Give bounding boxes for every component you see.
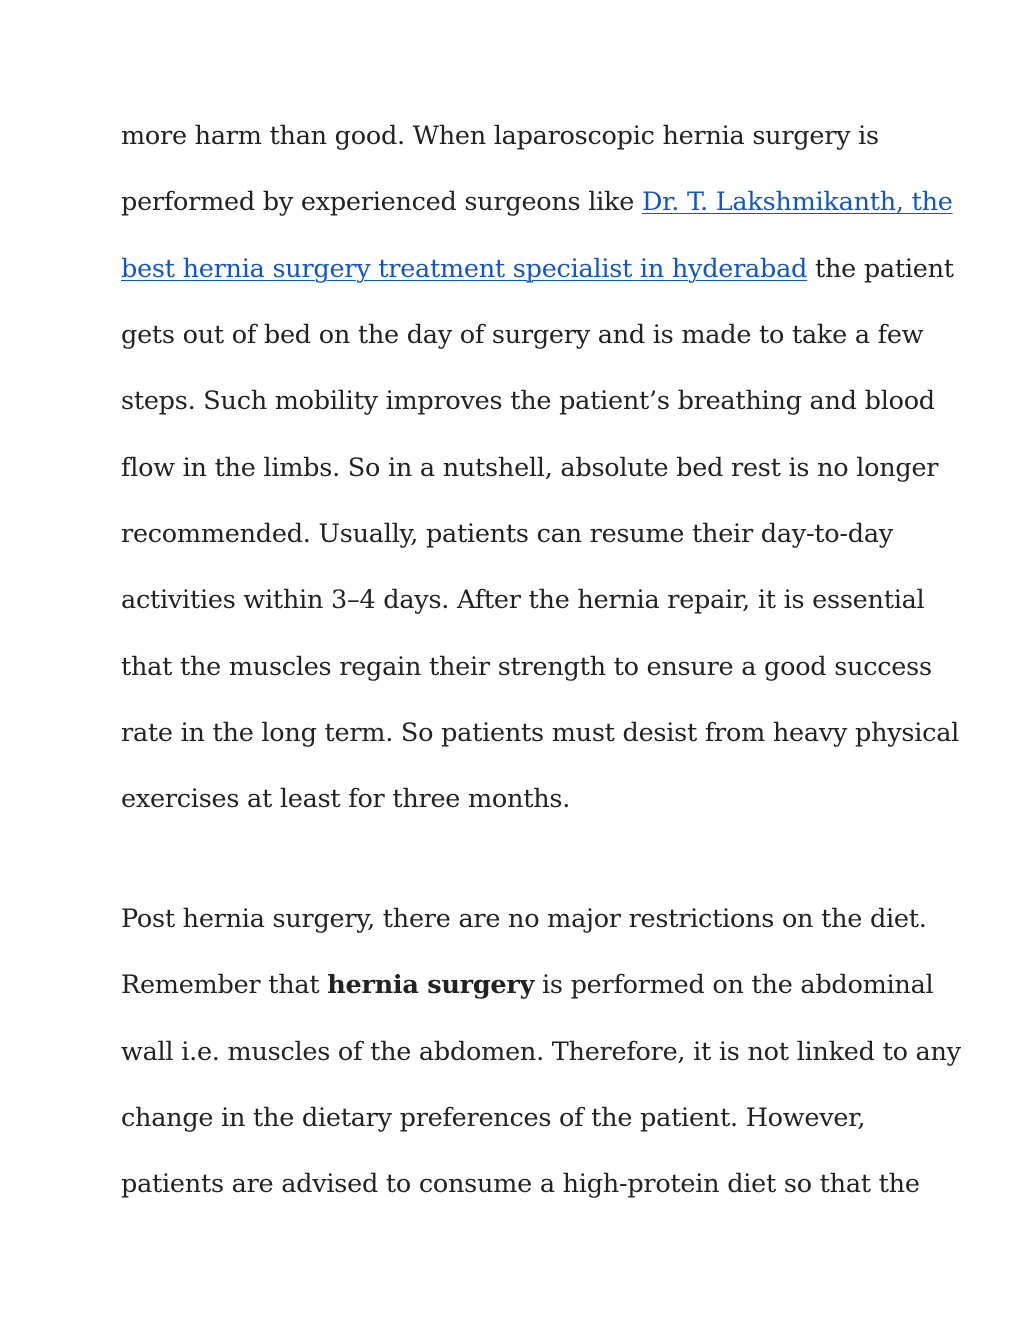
text-run: rate in the long term. So patients must desist from heavy physical [121,718,960,748]
text-run: gets out of bed on the day of surgery and is made to take a few [121,320,924,350]
paragraph-1-line-1 [121,119,879,153]
paragraph-1-line-6 [121,451,938,485]
text-run: the patient [807,254,954,284]
paragraph-2-line-1 [121,902,927,936]
paragraph-1-line-3 [121,252,954,286]
paragraph-2-line-3 [121,1035,961,1069]
text-run: change in the dietary preferences of the patient. However, [121,1103,866,1133]
bold-text-run: hernia surgery [327,970,535,1000]
text-run: more harm than good. When laparoscopic hernia surgery is [121,121,879,151]
specialist-link-continued[interactable]: best hernia surgery treatment specialist in hyderabad [121,254,808,284]
text-run: is performed on the abdominal [534,970,934,1000]
text-run: that the muscles regain their strength to ensure a good success [121,652,932,682]
text-run: Post hernia surgery, there are no major restrictions on the diet. [121,904,927,934]
paragraph-1-line-9 [121,650,932,684]
paragraph-2-line-2 [121,968,933,1002]
paragraph-1-line-2 [121,185,953,219]
paragraph-1-line-11 [121,782,570,816]
paragraph-1-line-10 [121,716,959,750]
text-run: activities within 3–4 days. After the hernia repair, it is essential [121,585,925,615]
paragraph-1-line-5 [121,384,935,418]
text-run: exercises at least for three months. [121,784,571,814]
text-run: patients are advised to consume a high-protein diet so that the [121,1169,920,1199]
text-run: performed by experienced surgeons like [121,187,642,217]
text-run: recommended. Usually, patients can resume their day-to-day [121,519,893,549]
paragraph-2-line-5 [121,1167,920,1201]
paragraph-1-line-8 [121,583,924,617]
paragraph-2-line-4 [121,1101,865,1135]
text-run: Remember that [121,970,328,1000]
text-run: wall i.e. muscles of the abdomen. Therefore, it is not linked to any [121,1037,961,1067]
specialist-link[interactable]: Dr. T. Lakshmikanth, the [641,187,953,217]
paragraph-1-line-7 [121,517,893,551]
paragraph-1-line-4 [121,318,923,352]
text-run: flow in the limbs. So in a nutshell, absolute bed rest is no longer [121,453,939,483]
text-run: steps. Such mobility improves the patient’s breathing and blood [121,386,935,416]
